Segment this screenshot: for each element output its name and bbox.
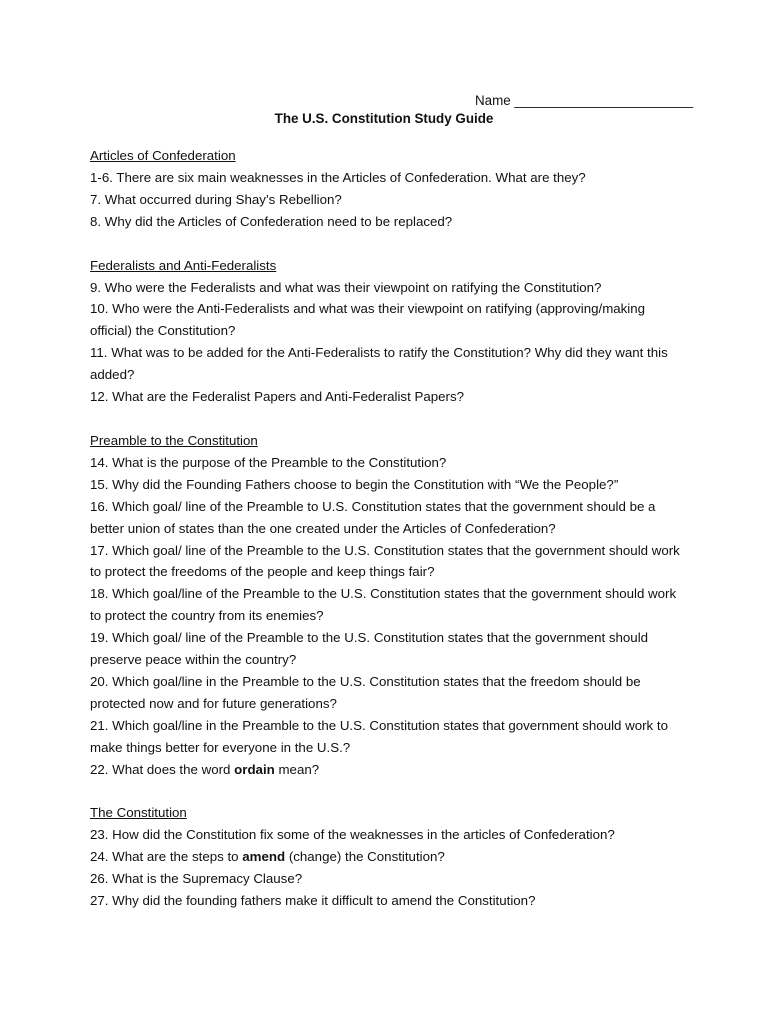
question-item: 17. Which goal/ line of the Preamble to the U.S. Constitution states that the government should work to protect the freedoms of the people and keep things fair? [90, 542, 680, 580]
question-text: (change) the Constitution? [285, 849, 445, 865]
question-item: 14. What is the purpose of the Preamble to the Constitution? [90, 454, 447, 470]
bold-term: amend [242, 849, 286, 865]
question-item [90, 759, 690, 781]
question-item: 27. Why did the founding fathers make it difficult to amend the Constitution? [90, 893, 536, 909]
section-heading: The Constitution [90, 805, 187, 821]
question-item: 16. Which goal/ line of the Preamble to U.S. Constitution states that the government should be a better union of states than the one created under the Articles of Confederation? [90, 498, 656, 536]
question-item: 1-6. There are six main weaknesses in the Articles of Confederation. What are they? [90, 169, 586, 185]
question-item: 26. What is the Supremacy Clause? [90, 871, 303, 887]
question-item: 12. What are the Federalist Papers and Anti-Federalist Papers? [90, 389, 464, 405]
section-heading: Preamble to the Constitution [90, 432, 258, 448]
section-federalists [90, 255, 690, 408]
question-text: mean? [274, 761, 320, 777]
document-title: The U.S. Constitution Study Guide [274, 111, 494, 126]
question-item: 23. How did the Constitution fix some of the weaknesses in the articles of Confederation? [90, 827, 615, 843]
question-item: 11. What was to be added for the Anti-Federalists to ratify the Constitution? Why did they want this added? [90, 345, 668, 383]
question-item [90, 846, 690, 868]
question-item: 21. Which goal/line in the Preamble to the U.S. Constitution states that government should work to make things better for everyone in the U.S.? [90, 717, 668, 755]
question-item: 15. Why did the Founding Fathers choose to begin the Constitution with “We the People?” [90, 476, 619, 492]
question-item: 8. Why did the Articles of Confederation need to be replaced? [90, 213, 453, 229]
question-item: 7. What occurred during Shay’s Rebellion? [90, 191, 342, 207]
question-text: 24. What are the steps to [90, 849, 243, 865]
question-text: 22. What does the word [90, 761, 235, 777]
question-item: 20. Which goal/line in the Preamble to the U.S. Constitution states that the freedom should be protected now and for future generations? [90, 673, 641, 711]
question-item: 19. Which goal/ line of the Preamble to the U.S. Constitution states that the government should preserve peace within the country? [90, 630, 649, 668]
bold-term: ordain [234, 761, 275, 777]
section-heading: Articles of Confederation [90, 148, 236, 163]
question-item: 9. Who were the Federalists and what was their viewpoint on ratifying the Constitution? [90, 279, 602, 295]
section-articles-of-confederation [90, 145, 690, 233]
question-item: 10. Who were the Anti-Federalists and what was their viewpoint on ratifying (approving/making official) the Constitution? [90, 301, 646, 339]
section-the-constitution [90, 802, 690, 912]
section-preamble [90, 430, 690, 781]
question-item: 18. Which goal/line of the Preamble to the U.S. Constitution states that the government should work to protect the country from its enemies? [90, 586, 677, 624]
name-field-label: Name ________________________ [475, 93, 694, 108]
study-guide-body [90, 145, 690, 934]
section-heading: Federalists and Anti-Federalists [90, 257, 277, 273]
